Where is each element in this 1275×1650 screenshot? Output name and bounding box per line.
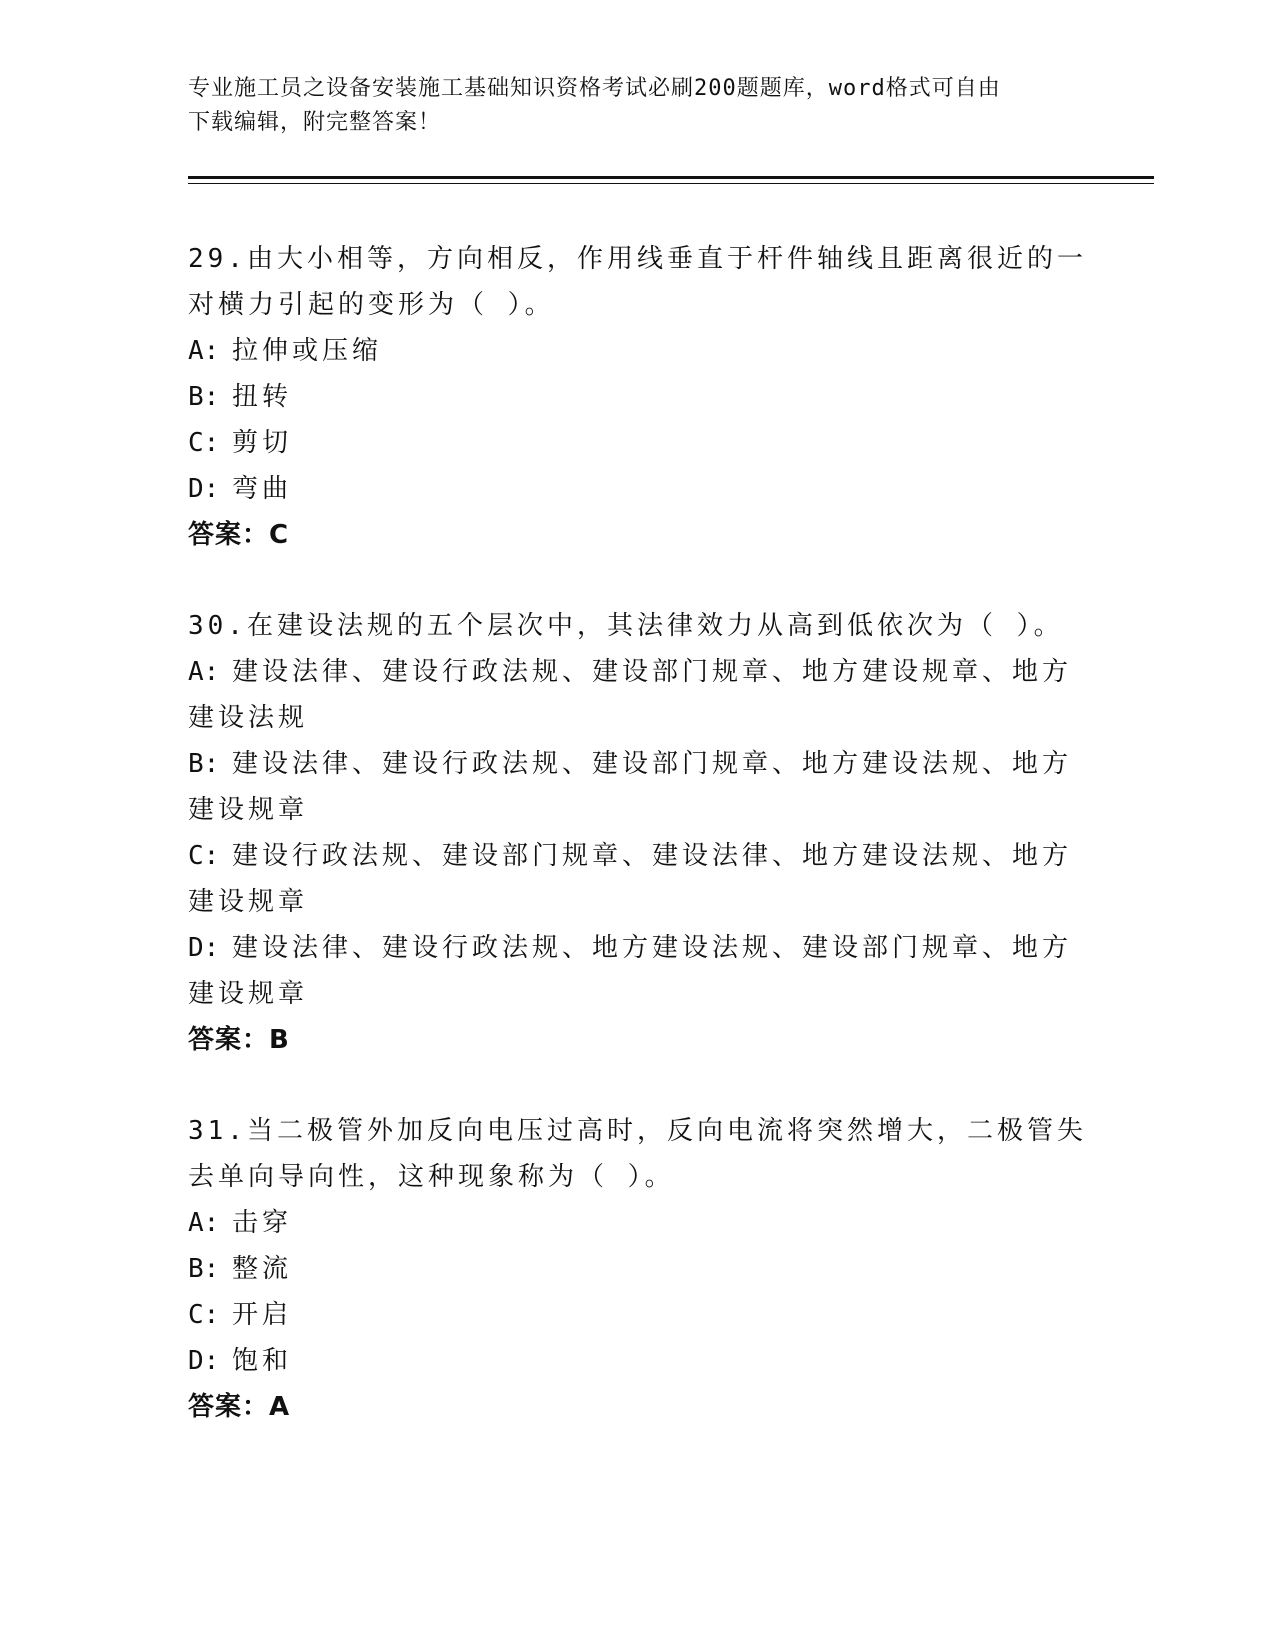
option-a: [188, 1200, 1088, 1246]
option-text: 建设法律、建设行政法规、建设部门规章、地方建设规章、地方建设法规: [188, 657, 1073, 733]
option-d: [188, 466, 1088, 512]
option-text: 建设法律、建设行政法规、建设部门规章、地方建设法规、地方建设规章: [188, 749, 1073, 825]
header-line-2: 下载编辑，附完整答案！: [188, 110, 442, 135]
option-text: 开启: [232, 1300, 293, 1330]
document-header: [188, 72, 1088, 140]
option-b: [188, 1246, 1088, 1292]
question-stem: 29.由大小相等，方向相反，作用线垂直于杆件轴线且距离很近的一对横力引起的变形为（ ）。: [188, 244, 1087, 320]
option-letter: C:: [188, 1300, 220, 1330]
question-list: [188, 236, 1088, 1475]
header-divider-thin: [188, 183, 1154, 184]
option-a: [188, 649, 1088, 741]
option-text: 弯曲: [232, 474, 293, 504]
option-letter: B:: [188, 749, 220, 779]
option-text: 建设行政法规、建设部门规章、建设法律、地方建设法规、地方建设规章: [188, 841, 1073, 917]
option-d: [188, 925, 1088, 1017]
option-b: [188, 374, 1088, 420]
question-stem: 30.在建设法规的五个层次中，其法律效力从高到低依次为（ ）。: [188, 611, 1064, 641]
option-text: 击穿: [232, 1208, 293, 1238]
option-letter: B:: [188, 382, 220, 412]
option-text: 拉伸或压缩: [232, 336, 383, 366]
option-d: [188, 1338, 1088, 1384]
option-text: 整流: [232, 1254, 293, 1284]
question-31: [188, 1108, 1088, 1430]
question-30: [188, 603, 1088, 1063]
option-letter: D:: [188, 474, 220, 504]
header-divider-thick: [188, 176, 1154, 179]
answer-label: 答案：C: [188, 520, 290, 550]
option-letter: C:: [188, 428, 220, 458]
option-text: 扭转: [232, 382, 293, 412]
header-line-1: 专业施工员之设备安装施工基础知识资格考试必刷200题题库，word格式可自由: [188, 76, 1001, 101]
option-letter: A:: [188, 336, 220, 366]
question-29: [188, 236, 1088, 558]
answer-label: 答案：A: [188, 1392, 291, 1422]
option-letter: D:: [188, 1346, 220, 1376]
option-text: 建设法律、建设行政法规、地方建设法规、建设部门规章、地方建设规章: [188, 933, 1073, 1009]
option-c: [188, 420, 1088, 466]
answer-label: 答案：B: [188, 1025, 290, 1055]
option-c: [188, 833, 1088, 925]
option-b: [188, 741, 1088, 833]
option-letter: B:: [188, 1254, 220, 1284]
option-letter: A:: [188, 657, 220, 687]
option-letter: A:: [188, 1208, 220, 1238]
option-text: 剪切: [232, 428, 293, 458]
option-c: [188, 1292, 1088, 1338]
option-letter: D:: [188, 933, 220, 963]
question-stem: 31.当二极管外加反向电压过高时，反向电流将突然增大，二极管失去单向导向性，这种现象称为（ ）。: [188, 1116, 1087, 1192]
option-text: 饱和: [232, 1346, 293, 1376]
option-letter: C:: [188, 841, 220, 871]
option-a: [188, 328, 1088, 374]
